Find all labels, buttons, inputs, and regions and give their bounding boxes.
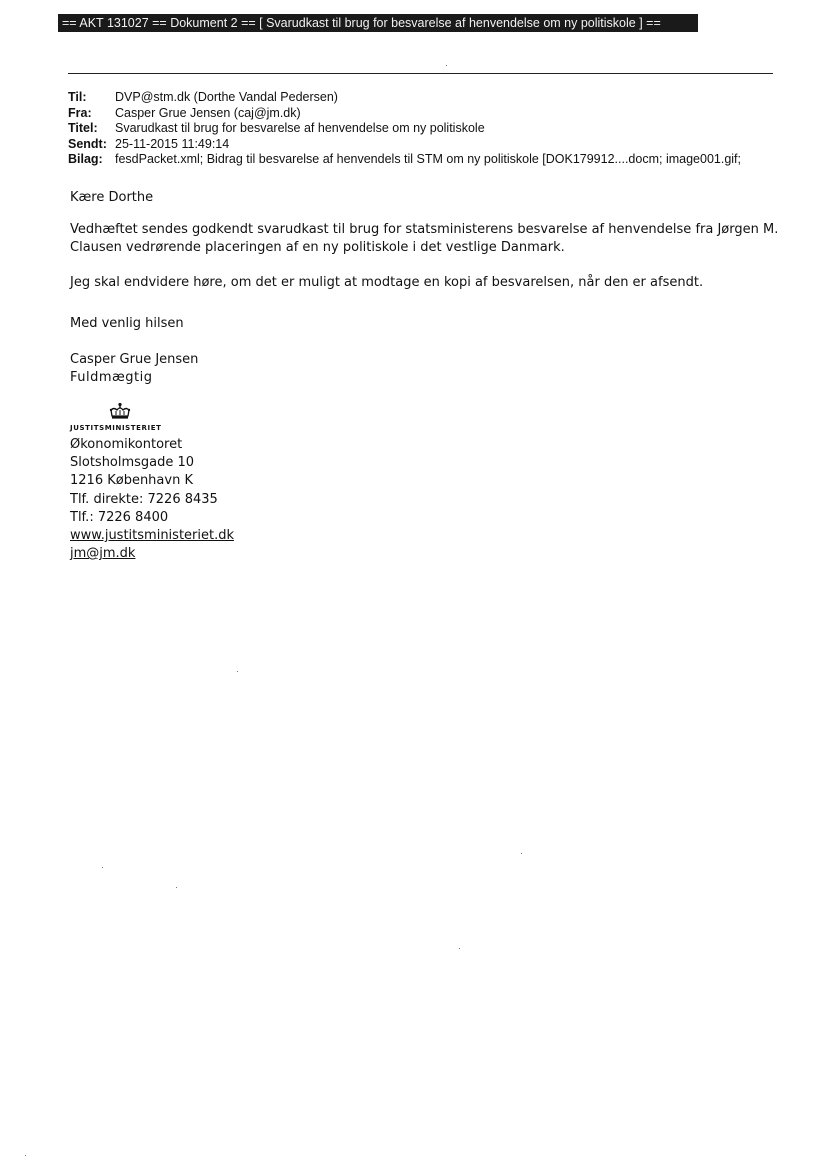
to-row	[68, 90, 741, 106]
paragraph-2: Jeg skal endvidere høre, om det er muligt at modtage en kopi af besvarelsen, når den er afsendt.	[70, 275, 704, 290]
paragraph-1-line-1: Vedhæftet sendes godkendt svarudkast til brug for statsministerens besvarelse af henvendelse fra Jørgen M.	[70, 222, 779, 237]
attachments-row	[68, 152, 741, 168]
paragraph-1-line-2: Clausen vedrørende placeringen af en ny politiskole i det vestlige Danmark.	[70, 240, 565, 255]
to-label: Til:	[68, 90, 87, 104]
email-link[interactable]: jm@jm.dk	[70, 546, 136, 562]
address-block	[70, 436, 234, 563]
phone: Tlf.: 7226 8400	[70, 509, 169, 525]
header-divider	[68, 73, 773, 74]
from-value: Casper Grue Jensen (caj@jm.dk)	[115, 105, 301, 120]
signature-block	[70, 351, 198, 387]
direct-phone: Tlf. direkte: 7226 8435	[70, 491, 218, 507]
title-label: Titel:	[68, 121, 98, 135]
from-row	[68, 106, 741, 122]
sent-label: Sendt:	[68, 136, 107, 151]
scan-speck	[25, 1155, 26, 1156]
title-value: Svarudkast til brug for besvarelse af henvendelse om ny politiskole	[115, 121, 485, 135]
city: 1216 København K	[70, 473, 193, 489]
email-header	[68, 90, 741, 168]
signature-name: Casper Grue Jensen	[70, 352, 199, 367]
department: Økonomikontoret	[70, 437, 183, 452]
document-banner: == AKT 131027 == Dokument 2 == [ Svarudkast til brug for besvarelse af henvendelse om ny politiskole ] ==	[58, 14, 698, 32]
attachments-value: fesdPacket.xml; Bidrag til besvarelse af henvendels til STM om ny politiskole [DOK179912....docm; image001.gif;	[115, 152, 741, 166]
scan-speck	[176, 887, 177, 888]
from-label: Fra:	[68, 105, 92, 120]
scan-speck	[459, 948, 460, 949]
scan-speck	[102, 867, 103, 868]
sent-value: 25-11-2015 11:49:14	[115, 136, 230, 151]
scan-speck	[237, 671, 238, 672]
closing: Med venlig hilsen	[70, 316, 184, 331]
crown-icon	[108, 402, 132, 422]
website-link[interactable]: www.justitsministeriet.dk	[70, 528, 234, 544]
greeting: Kære Dorthe	[70, 190, 154, 205]
signature-position: Fuldmægtig	[70, 370, 153, 385]
sent-row	[68, 137, 741, 153]
attachments-label: Bilag:	[68, 152, 103, 166]
scan-speck	[446, 65, 447, 66]
scan-speck	[521, 853, 522, 854]
paragraph-1	[70, 221, 778, 257]
ministry-logo-text: JUSTITSMINISTERIET	[70, 424, 162, 432]
title-row	[68, 121, 741, 137]
street: Slotsholmsgade 10	[70, 455, 195, 471]
to-value: DVP@stm.dk (Dorthe Vandal Pedersen)	[115, 90, 338, 104]
